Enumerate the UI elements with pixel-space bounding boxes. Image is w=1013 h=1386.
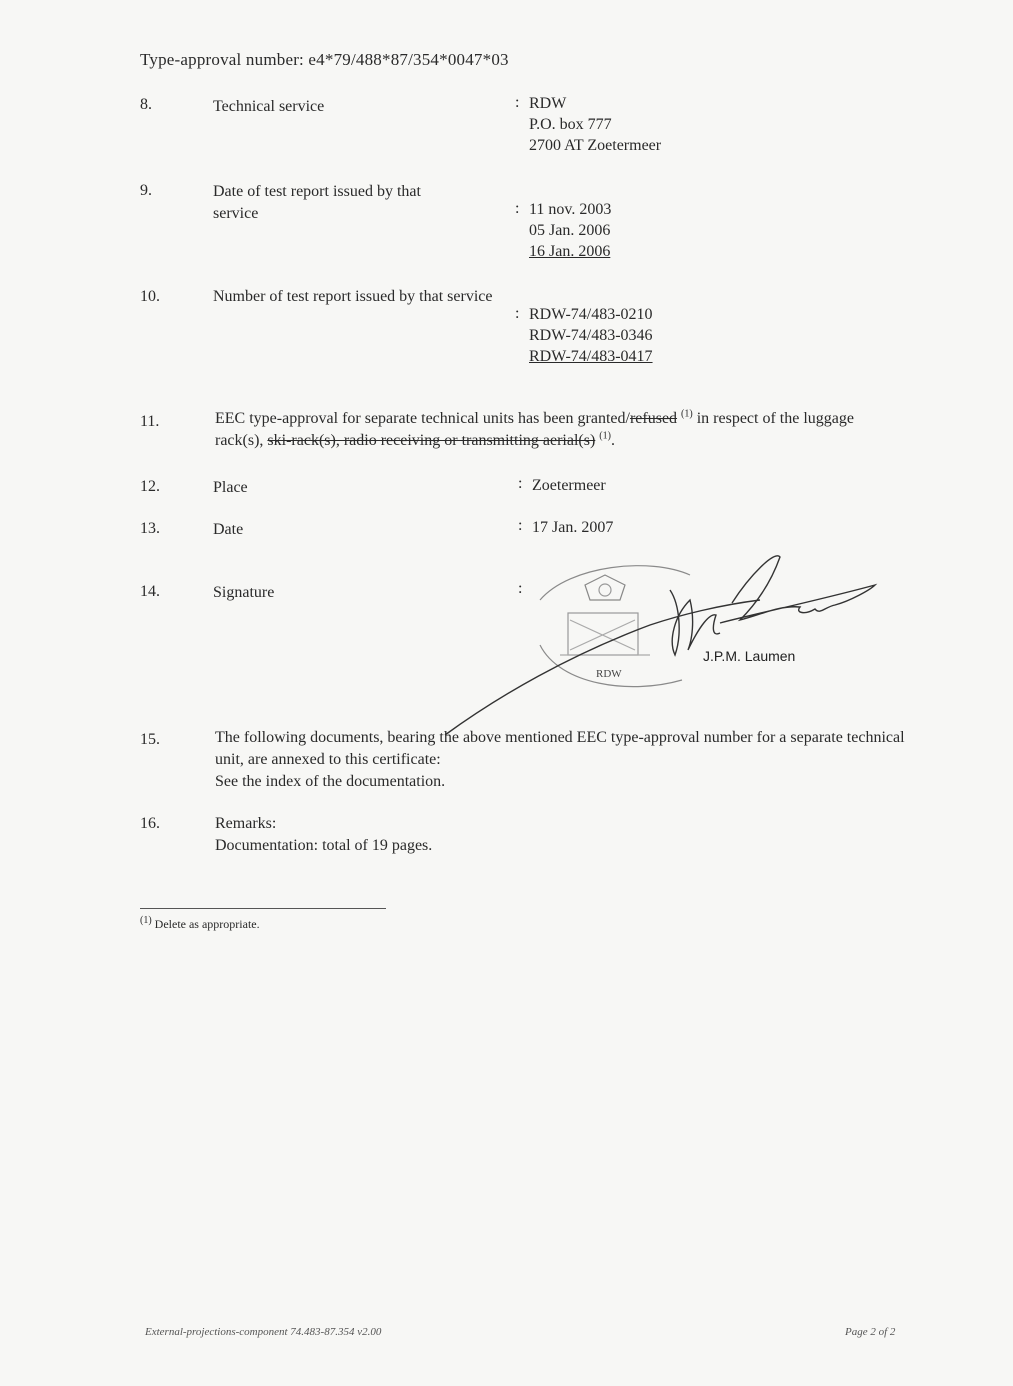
item-11-text-c: . [610, 432, 615, 449]
item-16-number: 16. [140, 815, 160, 832]
item-16-content [215, 813, 905, 857]
stamp-label: RDW [596, 668, 622, 680]
footer-document-id: External-projections-component 74.483-87.354 v2.00 [145, 1326, 382, 1338]
footnote [140, 917, 260, 932]
item-11-text-b: in respect of the luggage rack(s), [215, 410, 854, 449]
item-10-value-line: RDW-74/483-0346 [529, 327, 653, 344]
signature-and-stamp-graphic [420, 545, 890, 745]
item-13-number: 13. [140, 520, 160, 537]
item-10-colon: : [515, 305, 520, 322]
item-10-value [529, 304, 653, 367]
item-12-number: 12. [140, 478, 160, 495]
item-11-text [215, 408, 905, 452]
item-10-value-line: RDW-74/483-0417 [529, 348, 653, 365]
item-13-colon: : [518, 517, 523, 534]
item-10-label: Number of test report issued by that service [213, 288, 493, 305]
item-11-text-a: EEC type-approval for separate technical units has been granted/ [215, 410, 630, 427]
footnote-sup: (1) [140, 915, 152, 926]
item-11-sup2: (1) [599, 430, 611, 442]
item-11-sup: (1) [681, 408, 693, 420]
item-16-remarks-text: Documentation: total of 19 pages. [215, 837, 433, 854]
type-approval-number: Type-approval number: e4*79/488*87/354*0047*03 [140, 50, 509, 69]
item-9-value-line: 16 Jan. 2006 [529, 243, 611, 260]
item-9-value [529, 199, 611, 262]
item-9-number: 9. [140, 182, 152, 199]
footnote-divider [140, 908, 386, 909]
item-12-label: Place [213, 479, 248, 496]
item-10-number: 10. [140, 288, 160, 305]
item-8-label: Technical service [213, 98, 325, 115]
item-13-value: 17 Jan. 2007 [532, 519, 614, 536]
item-8-number: 8. [140, 96, 152, 113]
signature-scrawl [445, 556, 875, 735]
item-15-text-main: The following documents, bearing the above mentioned EEC type-approval number for a separate technical unit, are annexed to this certificate: [215, 729, 905, 768]
item-9-colon: : [515, 200, 520, 217]
signer-name: J.P.M. Laumen [703, 648, 796, 664]
item-10-value-line: RDW-74/483-0210 [529, 306, 653, 323]
footnote-text: Delete as appropriate. [154, 917, 260, 931]
item-9-value-line: 11 nov. 2003 [529, 201, 612, 218]
item-14-number: 14. [140, 583, 160, 600]
item-11-number: 11. [140, 413, 160, 430]
item-15-number: 15. [140, 731, 160, 748]
item-14-label: Signature [213, 584, 275, 601]
item-8-value [529, 93, 661, 156]
item-12-colon: : [518, 475, 523, 492]
item-16-label: Remarks: [215, 815, 277, 832]
item-14-colon: : [518, 580, 523, 597]
item-11-refused: refused [629, 410, 678, 427]
item-8-value-line: 2700 AT Zoetermeer [529, 137, 662, 154]
item-8-colon: : [515, 94, 520, 111]
item-8-value-line: P.O. box 777 [529, 116, 612, 133]
item-9-value-line: 05 Jan. 2006 [529, 222, 611, 239]
item-15-text-index: See the index of the documentation. [215, 773, 446, 790]
footer-page-number: Page 2 of 2 [845, 1326, 896, 1338]
item-13-label: Date [213, 521, 244, 538]
item-15-text [215, 727, 905, 793]
item-11-struck-items: ski-rack(s), radio receiving or transmitting aerial(s) [267, 432, 596, 449]
item-9-label: Date of test report issued by that service [213, 183, 421, 222]
item-12-value: Zoetermeer [532, 477, 606, 494]
item-8-value-line: RDW [529, 95, 567, 112]
